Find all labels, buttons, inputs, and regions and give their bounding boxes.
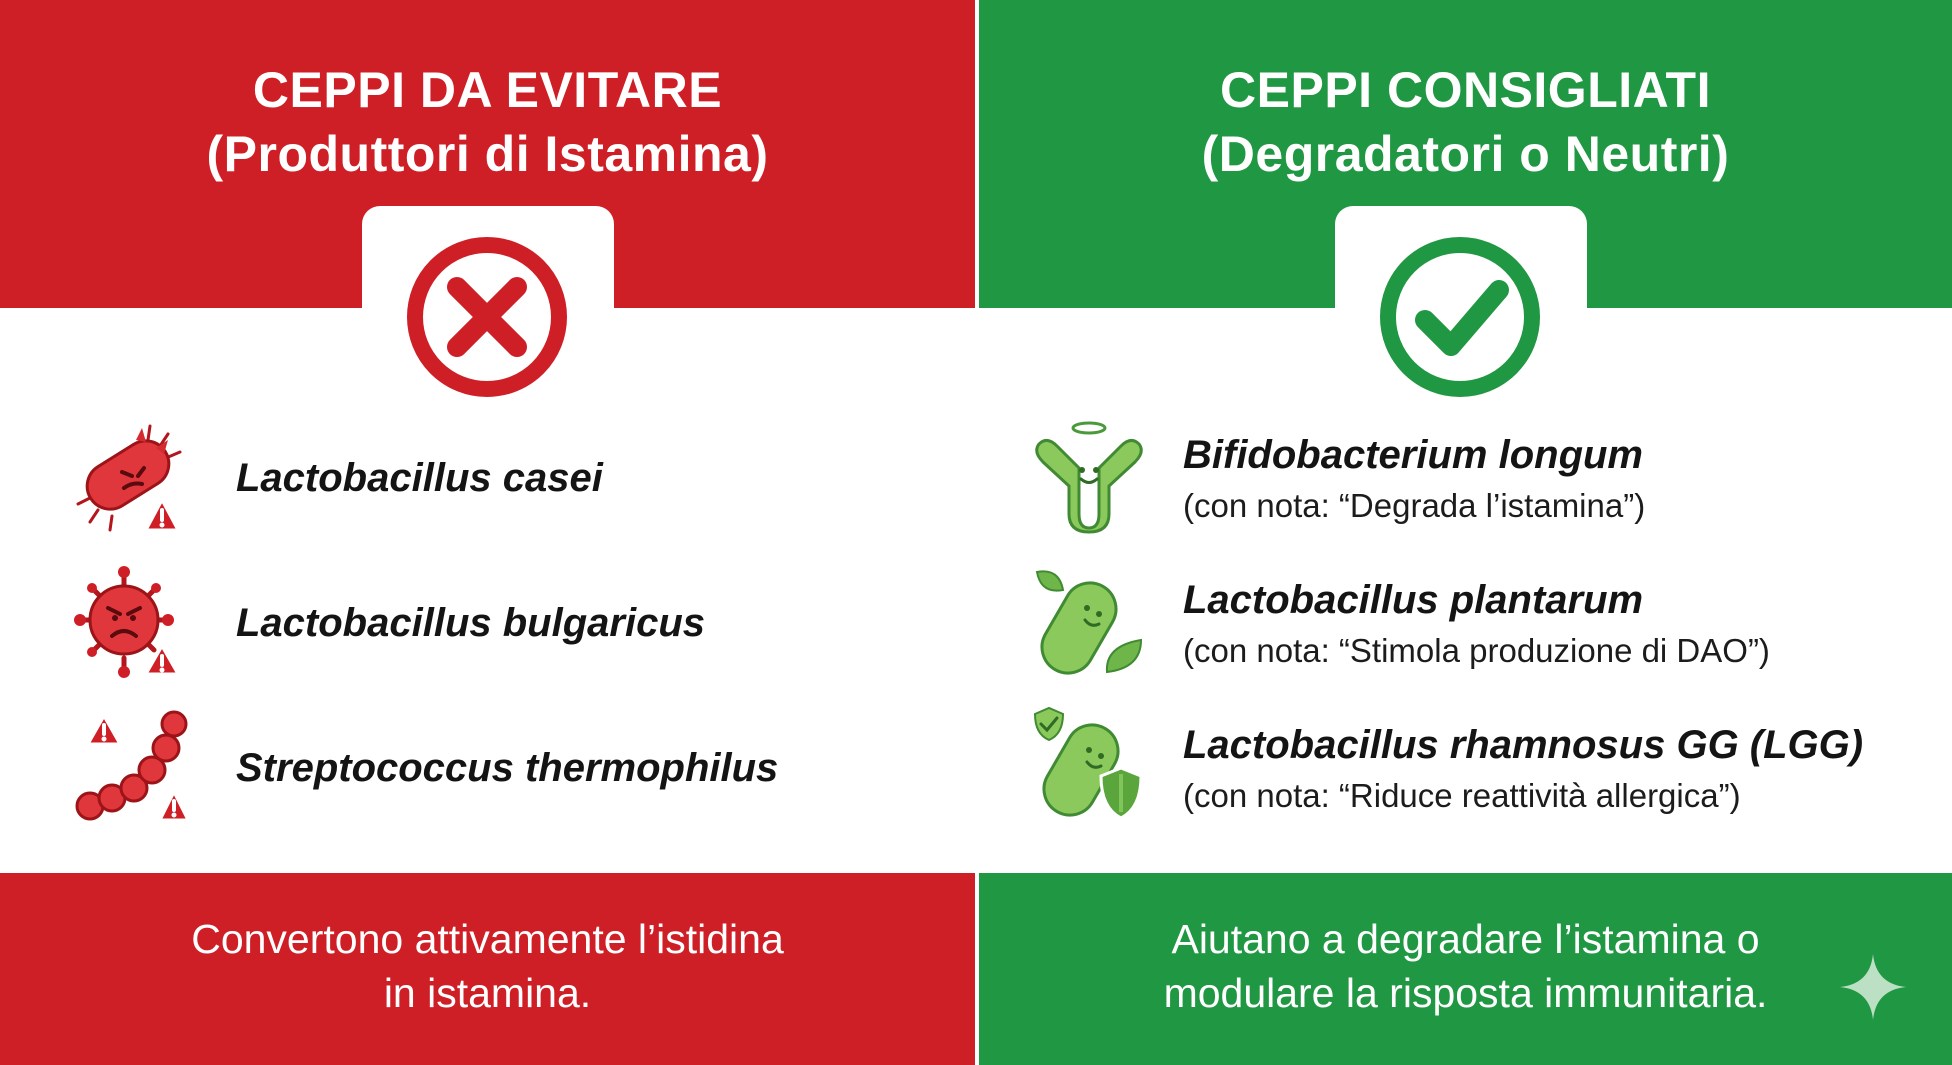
strain-name: Streptococcus thermophilus [236,746,779,790]
happy-bacillus-leaf-icon [1029,560,1149,680]
avoid-title-line2: (Produttori di Istamina) [206,126,769,182]
recommended-caption-line2: modulare la risposta immunitaria. [1163,970,1768,1016]
avoid-title [0,58,975,186]
recommended-title-line2: (Degradatori o Neutri) [1201,126,1730,182]
avoid-title-line1: CEPPI DA EVITARE [252,62,723,118]
strain-name: Lactobacillus bulgaricus [236,601,706,645]
sparkle-icon [1838,952,1908,1022]
recommended-title [979,58,1952,186]
strain-note: (con nota: “Riduce reattività allergica”) [1183,777,1741,814]
avoid-caption [0,912,975,1020]
strain-name: Lactobacillus casei [236,456,603,500]
strain-name: Lactobacillus plantarum [1183,578,1644,622]
recommended-caption-line1: Aiutano a degradare l’istamina o [1171,916,1760,962]
recommended-panel [979,0,1952,1065]
avoid-panel [0,0,975,1065]
strain-note: (con nota: “Degrada l’istamina”) [1183,487,1646,524]
avoid-caption-line1: Convertono attivamente l’istidina [191,916,784,962]
strain-name: Bifidobacterium longum [1183,433,1643,477]
x-circle-icon [402,232,572,402]
strain-name: Lactobacillus rhamnosus GG (LGG) [1183,723,1864,767]
happy-bifido-halo-icon [1029,416,1149,536]
angry-bacterium-warning-icon [70,418,190,538]
recommended-caption [979,912,1952,1020]
happy-bacillus-shield-icon [1029,704,1149,824]
strain-note: (con nota: “Stimola produzione di DAO”) [1183,632,1770,669]
angry-virus-warning-icon [70,562,190,682]
avoid-caption-line2: in istamina. [383,970,592,1016]
recommended-title-line1: CEPPI CONSIGLIATI [1220,62,1711,118]
check-circle-icon [1375,232,1545,402]
cocci-chain-warning-icon [70,708,190,828]
